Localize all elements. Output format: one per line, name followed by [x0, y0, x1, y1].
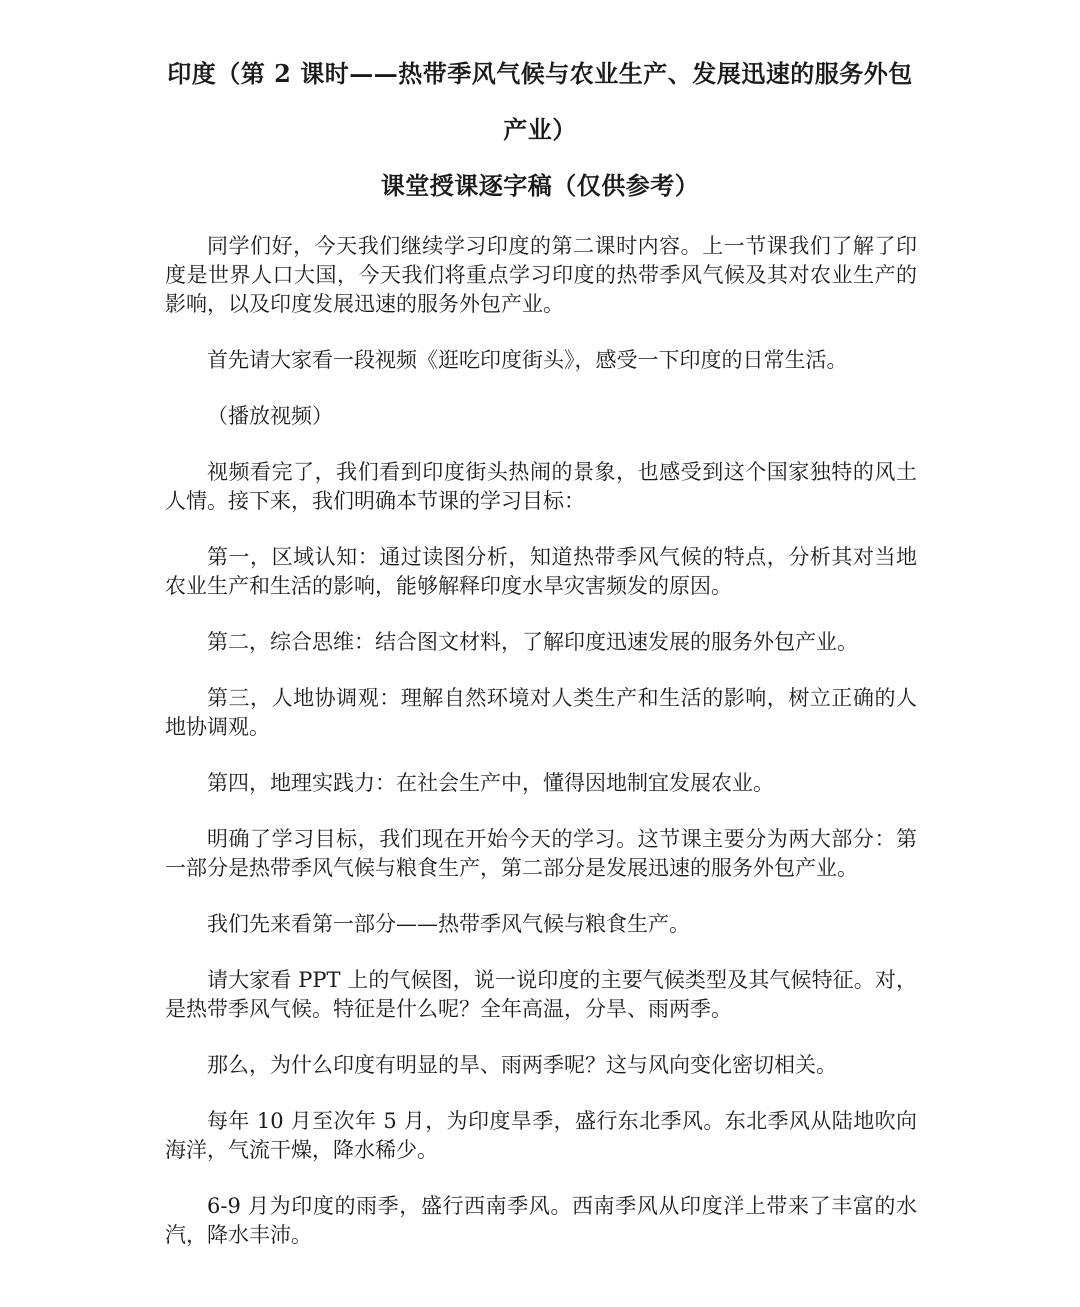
paragraph-dry-season: 每年 10 月至次年 5 月，为印度旱季，盛行东北季风。东北季风从陆地吹向海洋，气流干燥，降水稀少。 — [165, 1109, 917, 1162]
paragraph-objective-1: 第一，区域认知：通过读图分析，知道热带季风气候的特点，分析其对当地农业生产和生活的影响，能够解释印度水旱灾害频发的原因。 — [165, 545, 917, 598]
paragraph-objective-4: 第四，地理实践力：在社会生产中，懂得因地制宜发展农业。 — [207, 771, 774, 795]
document-title-line-1: 印度（第 2 课时——热带季风气候与农业生产、发展迅速的服务外包 — [167, 59, 913, 88]
paragraph-wind-question: 那么，为什么印度有明显的旱、雨两季呢？这与风向变化密切相关。 — [207, 1053, 837, 1077]
document-title-line-2: 产业） — [503, 115, 577, 144]
paragraph-greeting: 同学们好，今天我们继续学习印度的第二课时内容。上一节课我们了解了印度是世界人口大国，今天我们将重点学习印度的热带季风气候及其对农业生产的影响，以及印度发展迅速的服务外包产业。 — [165, 234, 917, 316]
paragraph-objective-2: 第二，综合思维：结合图文材料，了解印度迅速发展的服务外包产业。 — [207, 630, 858, 654]
paragraph-rainy-season: 6-9 月为印度的雨季，盛行西南季风。西南季风从印度洋上带来了丰富的水汽，降水丰沛。 — [165, 1194, 917, 1247]
paragraph-lesson-outline: 明确了学习目标，我们现在开始今天的学习。这节课主要分为两大部分：第一部分是热带季风气候与粮食生产，第二部分是发展迅速的服务外包产业。 — [165, 827, 917, 880]
paragraph-climate-chart: 请大家看 PPT 上的气候图，说一说印度的主要气候类型及其气候特征。对，是热带季风气候。特征是什么呢？全年高温，分旱、雨两季。 — [165, 968, 917, 1021]
document-subtitle: 课堂授课逐字稿（仅供参考） — [380, 171, 700, 200]
paragraph-objectives-intro: 视频看完了，我们看到印度街头热闹的景象，也感受到这个国家独特的风土人情。接下来，我们明确本节课的学习目标： — [165, 460, 917, 513]
document-body — [165, 232, 917, 1277]
paragraph-play-video: （播放视频） — [207, 404, 333, 428]
paragraph-video-intro: 首先请大家看一段视频《逛吃印度街头》，感受一下印度的日常生活。 — [207, 348, 848, 372]
paragraph-part-one: 我们先来看第一部分——热带季风气候与粮食生产。 — [207, 912, 690, 936]
paragraph-objective-3: 第三，人地协调观：理解自然环境对人类生产和生活的影响，树立正确的人地协调观。 — [165, 686, 917, 739]
